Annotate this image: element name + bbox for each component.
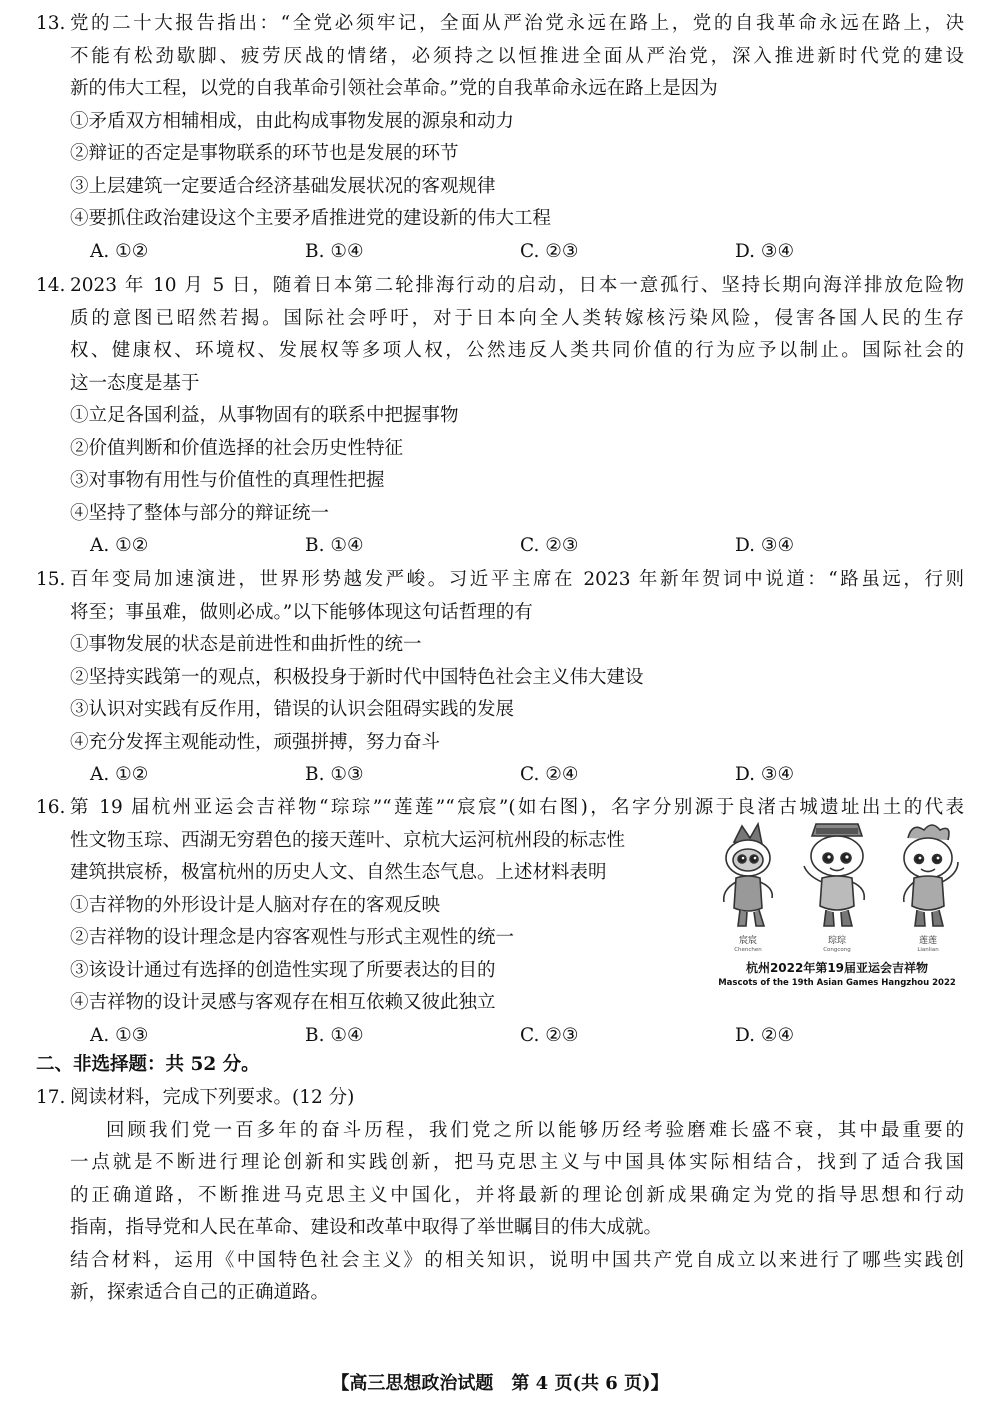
option-2: ②辩证的否定是事物联系的环节也是发展的环节 bbox=[70, 143, 459, 164]
choice-b: B. ①④ bbox=[305, 240, 364, 262]
option-4: ④坚持了整体与部分的辩证统一 bbox=[70, 502, 330, 524]
answer-choices bbox=[0, 530, 1000, 563]
question-17 bbox=[0, 1082, 1000, 1310]
stem-line: 权、健康权、环境权、发展权等多项人权，公然违反人类共同价值的行为应予以制止。国际社会的 bbox=[70, 340, 964, 361]
stem-line: 性文物玉琮、西湖无穷碧色的接天莲叶、京杭大运河杭州段的标志性 bbox=[70, 829, 626, 851]
stem-line: 这一态度是基于 bbox=[70, 372, 200, 394]
material-line: 一点就是不断进行理论创新和实践创新，把马克思主义与中国具体实际相结合，找到了适合我国 bbox=[70, 1152, 964, 1173]
material-paragraph bbox=[0, 1115, 1000, 1310]
question-13-stem bbox=[0, 8, 1000, 106]
mascot-lianlian-image bbox=[904, 825, 958, 926]
choice-b: B. ①④ bbox=[305, 1024, 364, 1046]
option-3: ③对事物有用性与价值性的真理性把握 bbox=[70, 470, 385, 491]
choice-d: D. ③④ bbox=[735, 240, 795, 262]
figure-caption-chinese: 杭州2022年第19届亚运会吉祥物 bbox=[745, 961, 929, 975]
mascot-pinyin: Lianlian bbox=[917, 947, 939, 953]
option-3: ③认识对实践有反作用，错误的认识会阻碍实践的发展 bbox=[70, 699, 515, 720]
page-footer: 【高三思想政治试题 第 4 页(共 6 页)】 bbox=[331, 1373, 669, 1394]
option-2: ②坚持实践第一的观点，积极投身于新时代中国特色社会主义伟大建设 bbox=[70, 666, 644, 688]
stem-line: 第 19 届杭州亚运会吉祥物“琮琮”“莲莲”“宸宸”(如右图)，名字分别源于良渚古城遗址出土的代表 bbox=[70, 797, 964, 818]
stem-line: 将至；事虽难，做则必成。”以下能够体现这句话哲理的有 bbox=[70, 601, 533, 623]
option-1: ①事物发展的状态是前进性和曲折性的统一 bbox=[70, 634, 422, 655]
question-13 bbox=[0, 8, 1000, 268]
mascot-name: 莲莲 bbox=[918, 936, 937, 946]
stem-line: 不能有松劲歇脚、疲劳厌战的情绪，必须持之以恒推进全面从严治党，深入推进新时代党的建设 bbox=[70, 45, 964, 67]
answer-choices bbox=[0, 236, 1000, 269]
mascot-name: 琮琮 bbox=[827, 936, 846, 946]
mascot-chenchen-image bbox=[724, 824, 773, 926]
option-1: ①矛盾双方相辅相成，由此构成事物发展的源泉和动力 bbox=[70, 110, 515, 132]
mascot-pinyin: Congcong bbox=[823, 947, 851, 953]
choice-a: A. ①② bbox=[90, 535, 149, 556]
choice-d: D. ③④ bbox=[735, 764, 795, 785]
stem-line: 2023 年 10 月 5 日，随着日本第二轮排海行动的启动，日本一意孤行、坚持长期向海洋排放危险物 bbox=[70, 275, 964, 296]
choice-b: B. ①④ bbox=[305, 535, 364, 556]
question-prompt: 阅读材料，完成下列要求。(12 分) bbox=[70, 1087, 355, 1108]
option-4: ④要抓住政治建设这个主要矛盾推进党的建设新的伟大工程 bbox=[70, 208, 552, 229]
choice-a: A. ①② bbox=[90, 240, 149, 262]
option-1: ①吉祥物的外形设计是人脑对存在的客观反映 bbox=[70, 894, 441, 916]
mascot-name: 宸宸 bbox=[738, 936, 757, 946]
section-title: 二、非选择题：共 52 分。 bbox=[36, 1054, 260, 1075]
question-14 bbox=[0, 270, 1000, 563]
choice-c: C. ②③ bbox=[520, 1024, 579, 1046]
task-line: 新，探索适合自己的正确道路。 bbox=[70, 1282, 330, 1303]
question-17-head bbox=[0, 1082, 1000, 1115]
question-number: 17. bbox=[36, 1087, 66, 1108]
option-4: ④充分发挥主观能动性，顽强拼搏，努力奋斗 bbox=[70, 731, 441, 753]
choice-b: B. ①③ bbox=[305, 764, 364, 785]
answer-choices bbox=[0, 759, 1000, 792]
mascot-pinyin: Chenchen bbox=[734, 947, 762, 953]
question-number: 13. bbox=[36, 13, 66, 34]
question-number: 15. bbox=[36, 569, 66, 590]
option-1: ①立足各国利益，从事物固有的联系中把握事物 bbox=[70, 405, 459, 426]
stem-line: 新的伟大工程，以党的自我革命引领社会革命。”党的自我革命永远在路上是因为 bbox=[70, 78, 718, 99]
question-number: 14. bbox=[36, 275, 66, 296]
choice-a: A. ①③ bbox=[90, 1024, 149, 1046]
stem-line: 建筑拱宸桥，极富杭州的历史人文、自然生态气息。上述材料表明 bbox=[70, 862, 607, 883]
choice-d: D. ③④ bbox=[735, 535, 795, 556]
question-number: 16. bbox=[36, 797, 66, 818]
figure-caption-english: Mascots of the 19th Asian Games Hangzhou 2022 bbox=[718, 978, 956, 988]
choice-c: C. ②④ bbox=[520, 764, 579, 785]
material-line: 回顾我们党一百多年的奋斗历程，我们党之所以能够历经考验磨难长盛不衰，其中最重要的 bbox=[106, 1119, 964, 1141]
task-line: 结合材料，运用《中国特色社会主义》的相关知识，说明中国共产党自成立以来进行了哪些实践创 bbox=[70, 1249, 964, 1271]
stem-line: 质的意图已昭然若揭。国际社会呼吁，对于日本向全人类转嫁核污染风险，侵害各国人民的生存 bbox=[70, 307, 964, 329]
question-14-stem bbox=[0, 270, 1000, 400]
option-2: ②吉祥物的设计理念是内容客观性与形式主观性的统一 bbox=[70, 927, 515, 948]
choice-c: C. ②③ bbox=[520, 240, 579, 262]
option-2: ②价值判断和价值选择的社会历史性特征 bbox=[70, 437, 404, 459]
stem-line: 百年变局加速演进，世界形势越发严峻。习近平主席在 2023 年新年贺词中说道：“路虽远，行则 bbox=[70, 569, 964, 590]
material-line: 的正确道路，不断推进马克思主义中国化，并将最新的理论创新成果确定为党的指导思想和行动 bbox=[70, 1184, 964, 1206]
mascots-illustration bbox=[712, 822, 962, 937]
mascot-figure bbox=[712, 822, 962, 994]
question-15-stem bbox=[0, 564, 1000, 629]
mascot-congcong-image bbox=[804, 824, 864, 926]
option-4: ④吉祥物的设计灵感与客观存在相互依赖又彼此独立 bbox=[70, 992, 496, 1013]
choice-d: D. ②④ bbox=[735, 1024, 795, 1046]
stem-line: 党的二十大报告指出：“全党必须牢记，全面从严治党永远在路上，党的自我革命永远在路上，决 bbox=[70, 13, 964, 34]
material-line: 指南，指导党和人民在革命、建设和改革中取得了举世瞩目的伟大成就。 bbox=[70, 1217, 663, 1238]
option-3: ③该设计通过有选择的创造性实现了所要表达的目的 bbox=[70, 959, 496, 981]
answer-choices bbox=[0, 1020, 1000, 1053]
question-15 bbox=[0, 564, 1000, 792]
choice-c: C. ②③ bbox=[520, 535, 579, 556]
choice-a: A. ①② bbox=[90, 764, 149, 785]
option-3: ③上层建筑一定要适合经济基础发展状况的客观规律 bbox=[70, 175, 496, 197]
